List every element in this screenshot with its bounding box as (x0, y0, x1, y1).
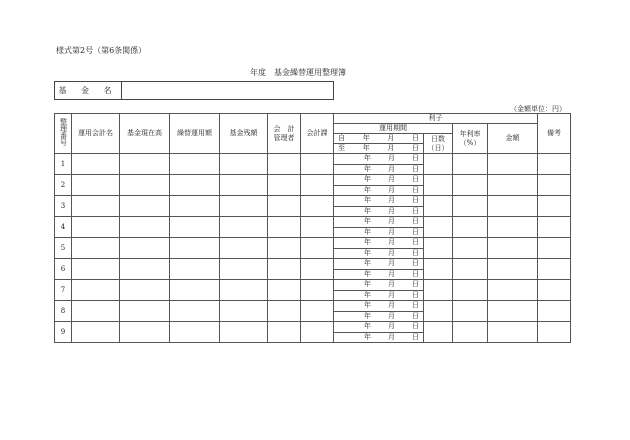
nissu-cell[interactable] (424, 154, 453, 175)
row-number: 4 (55, 217, 72, 238)
kikin-zangaku-cell[interactable] (220, 322, 268, 343)
nen-riritsu-cell[interactable] (453, 196, 488, 217)
header-unyo-kikan: 運用期間 (334, 124, 453, 134)
unyo-kikan-date-cell[interactable] (334, 248, 424, 259)
biko-cell[interactable] (538, 238, 571, 259)
day-label: 日 (412, 175, 419, 184)
month-label: 月 (388, 227, 395, 236)
row-number: 7 (55, 280, 72, 301)
kaikei-kanrisha-cell[interactable] (268, 196, 301, 217)
nissu-cell[interactable] (424, 217, 453, 238)
month-label: 月 (388, 290, 395, 299)
day-label: 日 (412, 322, 419, 331)
table-row (55, 175, 571, 186)
table-row (55, 217, 571, 228)
header-kaikei-kanrisha-line2: 管理者 (273, 133, 295, 142)
header-nissu-line2: （日） (427, 143, 449, 152)
document-title: 年度 基金繰替運用整理簿 (250, 68, 346, 77)
fund-name-field[interactable] (122, 82, 333, 99)
day-label: 日 (412, 164, 419, 173)
day-label: 日 (412, 185, 419, 194)
unyo-kikan-date-cell[interactable] (334, 259, 424, 270)
kaikeika-cell[interactable] (301, 217, 334, 238)
year-label: 年 (364, 332, 371, 341)
day-label: 日 (411, 134, 419, 142)
year-label: 年 (364, 185, 371, 194)
nen-riritsu-cell[interactable] (453, 154, 488, 175)
year-label: 年 (364, 217, 371, 226)
kingaku-cell[interactable] (488, 301, 538, 322)
nen-riritsu-cell[interactable] (453, 175, 488, 196)
year-label: 年 (364, 259, 371, 268)
nen-riritsu-cell[interactable] (453, 259, 488, 280)
unyo-kaikei-cell[interactable] (72, 196, 120, 217)
day-label: 日 (412, 332, 419, 341)
header-unyo-kaikei: 運用会計名 (72, 114, 120, 154)
kaikeika-cell[interactable] (301, 175, 334, 196)
ledger-body (55, 154, 571, 343)
kikin-zangaku-cell[interactable] (220, 175, 268, 196)
nen-riritsu-cell[interactable] (453, 217, 488, 238)
kikin-zangaku-cell[interactable] (220, 238, 268, 259)
unyo-kikan-date-cell[interactable] (334, 311, 424, 322)
table-row (55, 301, 571, 312)
biko-cell[interactable] (538, 301, 571, 322)
kikin-zangaku-cell[interactable] (220, 154, 268, 175)
kaikeika-cell[interactable] (301, 238, 334, 259)
month-label: 月 (388, 301, 395, 310)
kingaku-cell[interactable] (488, 238, 538, 259)
kingaku-cell[interactable] (488, 259, 538, 280)
biko-cell[interactable] (538, 175, 571, 196)
month-label: 月 (388, 259, 395, 268)
header-itaru-date (334, 144, 424, 154)
year-label: 年 (364, 269, 371, 278)
fund-name-label: 基 金 名 (55, 82, 122, 99)
nissu-cell[interactable] (424, 238, 453, 259)
kingaku-cell[interactable] (488, 217, 538, 238)
unyo-kikan-date-cell[interactable] (334, 322, 424, 333)
header-nen-riritsu (453, 124, 488, 154)
nen-riritsu-cell[interactable] (453, 280, 488, 301)
unyo-kaikei-cell[interactable] (72, 238, 120, 259)
kurikae-unyogaku-cell[interactable] (170, 196, 220, 217)
unyo-kaikei-cell[interactable] (72, 217, 120, 238)
kingaku-cell[interactable] (488, 154, 538, 175)
year-label: 年 (364, 238, 371, 247)
header-nen-riritsu-line1: 年利率 (459, 129, 481, 138)
month-label: 月 (387, 144, 395, 152)
row-number: 6 (55, 259, 72, 280)
kikin-zangaku-cell[interactable] (220, 259, 268, 280)
row-number: 9 (55, 322, 72, 343)
unyo-kikan-date-cell[interactable] (334, 332, 424, 343)
header-kaikeika: 会計課 (301, 114, 334, 154)
day-label: 日 (412, 227, 419, 236)
year-label: 年 (364, 196, 371, 205)
kaikei-kanrisha-cell[interactable] (268, 259, 301, 280)
unyo-kikan-date-cell[interactable] (334, 269, 424, 280)
nissu-cell[interactable] (424, 301, 453, 322)
biko-cell[interactable] (538, 322, 571, 343)
table-row (55, 322, 571, 333)
year-label: 年 (364, 164, 371, 173)
month-label: 月 (388, 248, 395, 257)
header-kikin-zangaku: 基金残額 (220, 114, 268, 154)
kaikeika-cell[interactable] (301, 280, 334, 301)
kingaku-cell[interactable] (488, 280, 538, 301)
day-label: 日 (411, 144, 419, 152)
nen-riritsu-cell[interactable] (453, 322, 488, 343)
year-label: 年 (364, 322, 371, 331)
unyo-kikan-date-cell[interactable] (334, 238, 424, 249)
unyo-kaikei-cell[interactable] (72, 154, 120, 175)
unyo-kikan-date-cell[interactable] (334, 164, 424, 175)
header-biko: 備考 (538, 114, 571, 154)
year-label: 年 (364, 280, 371, 289)
unyo-kikan-date-cell[interactable] (334, 154, 424, 165)
kikin-genzaidaka-cell[interactable] (120, 154, 170, 175)
row-number: 3 (55, 196, 72, 217)
year-label: 年 (364, 248, 371, 257)
kurikae-unyogaku-cell[interactable] (170, 322, 220, 343)
nissu-cell[interactable] (424, 322, 453, 343)
unyo-kikan-date-cell[interactable] (334, 175, 424, 186)
unyo-kaikei-cell[interactable] (72, 301, 120, 322)
header-kurikae-unyogaku: 繰替運用額 (170, 114, 220, 154)
year-label: 年 (364, 290, 371, 299)
month-label: 月 (388, 311, 395, 320)
ji-label: 自 (338, 134, 345, 142)
unyo-kaikei-cell[interactable] (72, 175, 120, 196)
biko-cell[interactable] (538, 259, 571, 280)
kikin-genzaidaka-cell[interactable] (120, 322, 170, 343)
nissu-cell[interactable] (424, 280, 453, 301)
month-label: 月 (388, 280, 395, 289)
kurikae-unyogaku-cell[interactable] (170, 301, 220, 322)
header-kaikei-kanrisha-line1: 会 計 (273, 124, 295, 133)
year-label: 年 (362, 144, 370, 152)
fund-name-box (54, 81, 334, 100)
day-label: 日 (412, 290, 419, 299)
kaikei-kanrisha-cell[interactable] (268, 154, 301, 175)
biko-cell[interactable] (538, 217, 571, 238)
kurikae-unyogaku-cell[interactable] (170, 238, 220, 259)
unyo-kaikei-cell[interactable] (72, 259, 120, 280)
kingaku-cell[interactable] (488, 322, 538, 343)
unyo-kikan-date-cell[interactable] (334, 185, 424, 196)
day-label: 日 (412, 301, 419, 310)
day-label: 日 (412, 238, 419, 247)
month-label: 月 (388, 269, 395, 278)
kikin-zangaku-cell[interactable] (220, 301, 268, 322)
month-label: 月 (388, 322, 395, 331)
row-number: 2 (55, 175, 72, 196)
kaikeika-cell[interactable] (301, 259, 334, 280)
kikin-genzaidaka-cell[interactable] (120, 301, 170, 322)
month-label: 月 (388, 175, 395, 184)
unyo-kikan-date-cell[interactable] (334, 280, 424, 291)
biko-cell[interactable] (538, 196, 571, 217)
month-label: 月 (388, 185, 395, 194)
unyo-kikan-date-cell[interactable] (334, 227, 424, 238)
year-label: 年 (364, 301, 371, 310)
amount-unit-note: （金額単位：円） (510, 105, 566, 113)
row-number: 1 (55, 154, 72, 175)
year-label: 年 (362, 134, 370, 142)
kikin-zangaku-cell[interactable] (220, 217, 268, 238)
header-seiri-bango: 整理番号 (55, 114, 72, 154)
kikin-genzaidaka-cell[interactable] (120, 175, 170, 196)
kikin-zangaku-cell[interactable] (220, 196, 268, 217)
day-label: 日 (412, 206, 419, 215)
nen-riritsu-cell[interactable] (453, 301, 488, 322)
kurikae-unyogaku-cell[interactable] (170, 175, 220, 196)
nissu-cell[interactable] (424, 196, 453, 217)
header-kaikei-kanrisha (268, 114, 301, 154)
header-rishi: 利子 (334, 114, 538, 124)
unyo-kikan-date-cell[interactable] (334, 217, 424, 228)
table-row (55, 196, 571, 207)
table-row (55, 154, 571, 165)
kingaku-cell[interactable] (488, 175, 538, 196)
table-row (55, 238, 571, 249)
table-row (55, 280, 571, 291)
header-nissu (424, 134, 453, 154)
day-label: 日 (412, 217, 419, 226)
nissu-cell[interactable] (424, 175, 453, 196)
kingaku-cell[interactable] (488, 196, 538, 217)
unyo-kaikei-cell[interactable] (72, 280, 120, 301)
kaikei-kanrisha-cell[interactable] (268, 217, 301, 238)
unyo-kikan-date-cell[interactable] (334, 290, 424, 301)
day-label: 日 (412, 280, 419, 289)
year-label: 年 (364, 227, 371, 236)
kurikae-unyogaku-cell[interactable] (170, 217, 220, 238)
unyo-kikan-date-cell[interactable] (334, 206, 424, 217)
kikin-genzaidaka-cell[interactable] (120, 217, 170, 238)
unyo-kaikei-cell[interactable] (72, 322, 120, 343)
month-label: 月 (388, 332, 395, 341)
month-label: 月 (388, 217, 395, 226)
kaikei-kanrisha-cell[interactable] (268, 301, 301, 322)
day-label: 日 (412, 248, 419, 257)
kaikeika-cell[interactable] (301, 301, 334, 322)
month-label: 月 (387, 134, 395, 142)
kikin-genzaidaka-cell[interactable] (120, 280, 170, 301)
kurikae-unyogaku-cell[interactable] (170, 154, 220, 175)
kikin-zangaku-cell[interactable] (220, 280, 268, 301)
kaikei-kanrisha-cell[interactable] (268, 322, 301, 343)
kikin-genzaidaka-cell[interactable] (120, 196, 170, 217)
nen-riritsu-cell[interactable] (453, 238, 488, 259)
year-label: 年 (364, 175, 371, 184)
kaikei-kanrisha-cell[interactable] (268, 238, 301, 259)
month-label: 月 (388, 238, 395, 247)
kaikeika-cell[interactable] (301, 196, 334, 217)
header-ji-date (334, 134, 424, 144)
kurikae-unyogaku-cell[interactable] (170, 259, 220, 280)
day-label: 日 (412, 196, 419, 205)
day-label: 日 (412, 311, 419, 320)
kikin-genzaidaka-cell[interactable] (120, 238, 170, 259)
header-kingaku: 金額 (488, 124, 538, 154)
unyo-kikan-date-cell[interactable] (334, 196, 424, 207)
kaikeika-cell[interactable] (301, 154, 334, 175)
kaikei-kanrisha-cell[interactable] (268, 175, 301, 196)
kurikae-unyogaku-cell[interactable] (170, 280, 220, 301)
itaru-label: 至 (338, 144, 345, 152)
ledger-table (54, 113, 571, 343)
table-row (55, 259, 571, 270)
biko-cell[interactable] (538, 154, 571, 175)
month-label: 月 (388, 206, 395, 215)
day-label: 日 (412, 269, 419, 278)
year-label: 年 (364, 206, 371, 215)
month-label: 月 (388, 164, 395, 173)
month-label: 月 (388, 154, 395, 163)
day-label: 日 (412, 259, 419, 268)
kaikei-kanrisha-cell[interactable] (268, 280, 301, 301)
year-label: 年 (364, 311, 371, 320)
day-label: 日 (412, 154, 419, 163)
biko-cell[interactable] (538, 280, 571, 301)
year-label: 年 (364, 154, 371, 163)
nissu-cell[interactable] (424, 259, 453, 280)
header-nissu-line1: 日数 (431, 134, 445, 143)
header-kikin-genzaidaka: 基金現在高 (120, 114, 170, 154)
kaikeika-cell[interactable] (301, 322, 334, 343)
unyo-kikan-date-cell[interactable] (334, 301, 424, 312)
row-number: 5 (55, 238, 72, 259)
month-label: 月 (388, 196, 395, 205)
kikin-genzaidaka-cell[interactable] (120, 259, 170, 280)
header-nen-riritsu-line2: （%） (459, 138, 481, 147)
row-number: 8 (55, 301, 72, 322)
form-number: 様式第2号（第6条関係） (56, 46, 147, 55)
